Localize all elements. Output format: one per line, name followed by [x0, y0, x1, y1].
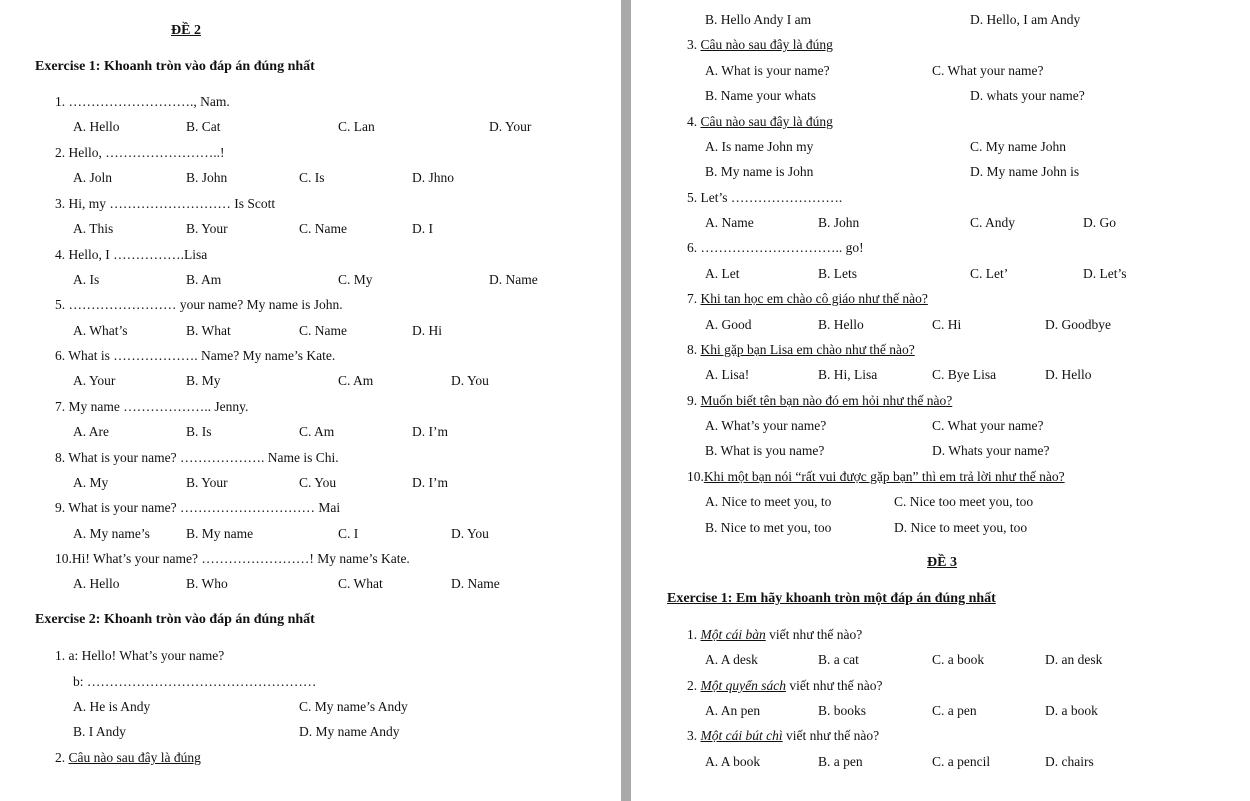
q3-option-d[interactable]: D. I [412, 221, 433, 236]
ex2-q8-number: 8. [687, 342, 698, 357]
q6-option-d[interactable]: D. You [451, 373, 489, 388]
ex2-question-10 [687, 469, 1065, 485]
ex2-q2-option-b[interactable]: B. Hello Andy I am [705, 12, 812, 27]
q10-option-a[interactable]: A. Hello [73, 576, 120, 591]
ex2-question-3 [687, 37, 833, 53]
de3-q1-term: Một cái bàn [700, 627, 766, 642]
ex2-q9-option-a[interactable]: A. What’s your name? [705, 418, 827, 433]
ex2-q7-text: Khi tan học em chào cô giáo như thế nào? [700, 291, 928, 306]
q6-option-a[interactable]: A. Your [73, 373, 116, 388]
ex2-q7-option-d[interactable]: D. Goodbye [1045, 317, 1111, 332]
de3-q3-option-b[interactable]: B. a pen [818, 754, 863, 769]
q5-option-d[interactable]: D. Hi [412, 323, 442, 338]
ex2-q6-option-d[interactable]: D. Let’s [1083, 266, 1127, 281]
left-page [0, 0, 621, 801]
ex2-q1-option-a[interactable]: A. He is Andy [73, 699, 151, 714]
de3-q2-option-b[interactable]: B. books [818, 703, 867, 718]
ex2-q8-text: Khi gặp bạn Lisa em chào như thế nào? [700, 342, 915, 357]
ex2-q1-option-c[interactable]: C. My name’s Andy [299, 699, 408, 714]
de3-q1-option-a[interactable]: A. A desk [705, 652, 758, 667]
ex2-question-8 [687, 342, 915, 358]
question-5: 5. …………………… your name? My name is John. [55, 297, 343, 312]
ex2-q3-option-c[interactable]: C. What your name? [932, 63, 1044, 78]
q2-option-a[interactable]: A. Joln [73, 170, 113, 185]
ex2-q7-option-b[interactable]: B. Hello [818, 317, 864, 332]
ex2-q10-option-c[interactable]: C. Nice too meet you, too [894, 494, 1034, 509]
q7-option-b[interactable]: B. Is [186, 424, 212, 439]
ex2-question-1-b: b: …………………………………………… [73, 674, 317, 689]
ex2-q4-number: 4. [687, 114, 698, 129]
de3-q1-rest: viết như thế nào? [765, 627, 863, 642]
ex2-q6-option-a[interactable]: A. Let [705, 266, 740, 281]
ex2-q5-option-d[interactable]: D. Go [1083, 215, 1116, 230]
q9-option-a[interactable]: A. My name’s [73, 526, 150, 541]
question-1: 1. ………………………., Nam. [55, 94, 230, 109]
exercise1-title: Exercise 1: Khoanh tròn vào đáp án đúng nhất [35, 59, 315, 74]
ex2-q5-option-c[interactable]: C. Andy [970, 215, 1016, 230]
ex2-q10-text: Khi một bạn nói “rất vui được gặp bạn” thì em trả lời như thế nào? [703, 469, 1065, 484]
de3-q2-number: 2. [687, 678, 698, 693]
ex2-question-7 [687, 291, 928, 307]
ex2-q9-option-b[interactable]: B. What is you name? [705, 443, 825, 458]
ex2-q2-text: Câu nào sau đây là đúng [68, 750, 201, 765]
ex2-question-6: 6. ………………………….. go! [687, 240, 864, 255]
ex2-q7-option-a[interactable]: A. Good [705, 317, 752, 332]
q7-option-d[interactable]: D. I’m [412, 424, 448, 439]
ex2-q8-option-d[interactable]: D. Hello [1045, 367, 1092, 382]
q4-option-c[interactable]: C. My [338, 272, 373, 287]
q4-option-b[interactable]: B. Am [186, 272, 222, 287]
q1-option-b[interactable]: B. Cat [186, 119, 221, 134]
q1-option-a[interactable]: A. Hello [73, 119, 120, 134]
question-7: 7. My name ……………….. Jenny. [55, 399, 249, 414]
de2-title: ĐỀ 2 [171, 23, 201, 38]
question-4: 4. Hello, I …………….Lisa [55, 247, 208, 262]
q3-option-c[interactable]: C. Name [299, 221, 347, 236]
q8-option-c[interactable]: C. You [299, 475, 337, 490]
q5-option-b[interactable]: B. What [186, 323, 231, 338]
q1-option-c[interactable]: C. Lan [338, 119, 375, 134]
de3-q3-option-a[interactable]: A. A book [705, 754, 761, 769]
ex2-question-4 [687, 114, 833, 130]
ex2-q10-option-b[interactable]: B. Nice to met you, too [705, 520, 832, 535]
de3-exercise1-title: Exercise 1: Em hãy khoanh tròn một đáp án đúng nhất [667, 591, 996, 606]
de3-q3-option-d[interactable]: D. chairs [1045, 754, 1094, 769]
ex2-q5-option-a[interactable]: A. Name [705, 215, 754, 230]
de3-q1-option-d[interactable]: D. an desk [1045, 652, 1103, 667]
q7-option-a[interactable]: A. Are [73, 424, 109, 439]
ex2-q9-text: Muốn biết tên bạn nào đó em hỏi như thế nào? [700, 393, 953, 408]
ex2-q3-option-d[interactable]: D. whats your name? [970, 88, 1085, 103]
q4-option-d[interactable]: D. Name [489, 272, 538, 287]
question-3: 3. Hi, my ……………………… Is Scott [55, 196, 276, 211]
q6-option-b[interactable]: B. My [186, 373, 221, 388]
ex2-q1-option-d[interactable]: D. My name Andy [299, 724, 400, 739]
de3-q2-option-d[interactable]: D. a book [1045, 703, 1098, 718]
ex2-q3-option-a[interactable]: A. What is your name? [705, 63, 830, 78]
q10-option-b[interactable]: B. Who [186, 576, 228, 591]
de3-q3-term: Một cái bút chì [700, 728, 783, 743]
de3-q2-rest: viết như thế nào? [785, 678, 883, 693]
de3-q1-option-c[interactable]: C. a book [932, 652, 985, 667]
q6-option-c[interactable]: C. Am [338, 373, 374, 388]
de3-q2-option-c[interactable]: C. a pen [932, 703, 977, 718]
ex2-q10-number: 10. [687, 469, 704, 484]
q5-option-a[interactable]: A. What’s [73, 323, 128, 338]
ex2-q9-number: 9. [687, 393, 698, 408]
q2-option-d[interactable]: D. Jhno [412, 170, 455, 185]
de3-q1-number: 1. [687, 627, 698, 642]
de3-q3-rest: viết như thế nào? [782, 728, 880, 743]
de3-question-1 [687, 627, 862, 643]
de3-question-2 [687, 678, 883, 694]
ex2-q7-number: 7. [687, 291, 698, 306]
ex2-q5-option-b[interactable]: B. John [818, 215, 860, 230]
ex2-question-2 [55, 750, 201, 766]
q9-option-d[interactable]: D. You [451, 526, 489, 541]
ex2-q3-option-b[interactable]: B. Name your whats [705, 88, 816, 103]
question-10: 10.Hi! What’s your name? ……………………! My name’s Kate. [55, 551, 410, 566]
ex2-q10-option-a[interactable]: A. Nice to meet you, to [705, 494, 832, 509]
ex2-q2-number: 2. [55, 750, 66, 765]
ex2-q9-option-c[interactable]: C. What your name? [932, 418, 1044, 433]
de3-q3-number: 3. [687, 728, 698, 743]
question-2: 2. Hello, ……………………..! [55, 145, 225, 160]
q10-option-c[interactable]: C. What [338, 576, 383, 591]
de3-question-3 [687, 728, 879, 744]
ex2-question-1-a: 1. a: Hello! What’s your name? [55, 648, 225, 663]
de3-q2-term: Một quyển sách [700, 678, 786, 693]
ex2-q2-option-d[interactable]: D. Hello, I am Andy [970, 12, 1081, 27]
q8-option-d[interactable]: D. I’m [412, 475, 448, 490]
page-gutter [621, 0, 631, 801]
de3-q2-option-a[interactable]: A. An pen [705, 703, 761, 718]
q5-option-c[interactable]: C. Name [299, 323, 347, 338]
ex2-q4-text: Câu nào sau đây là đúng [700, 114, 833, 129]
ex2-q1-option-b[interactable]: B. I Andy [73, 724, 126, 739]
ex2-question-9 [687, 393, 952, 409]
ex2-q4-option-c[interactable]: C. My name John [970, 139, 1066, 154]
q4-option-a[interactable]: A. Is [73, 272, 100, 287]
q1-option-d[interactable]: D. Your [489, 119, 532, 134]
ex2-q8-option-b[interactable]: B. Hi, Lisa [818, 367, 878, 382]
ex2-q7-option-c[interactable]: C. Hi [932, 317, 962, 332]
q9-option-b[interactable]: B. My name [186, 526, 254, 541]
de3-q3-option-c[interactable]: C. a pencil [932, 754, 991, 769]
ex2-q4-option-d[interactable]: D. My name John is [970, 164, 1080, 179]
question-9: 9. What is your name? ………………………… Mai [55, 500, 341, 515]
ex2-q6-option-c[interactable]: C. Let’ [970, 266, 1009, 281]
ex2-q4-option-a[interactable]: A. Is name John my [705, 139, 814, 154]
q2-option-c[interactable]: C. Is [299, 170, 325, 185]
de3-q1-option-b[interactable]: B. a cat [818, 652, 859, 667]
q7-option-c[interactable]: C. Am [299, 424, 335, 439]
ex2-q3-number: 3. [687, 37, 698, 52]
ex2-q8-option-a[interactable]: A. Lisa! [705, 367, 750, 382]
ex2-question-5: 5. Let’s ……………………. [687, 190, 843, 205]
q10-option-d[interactable]: D. Name [451, 576, 500, 591]
q8-option-b[interactable]: B. Your [186, 475, 228, 490]
q9-option-c[interactable]: C. I [338, 526, 359, 541]
q2-option-b[interactable]: B. John [186, 170, 228, 185]
exercise2-title: Exercise 2: Khoanh tròn vào đáp án đúng nhất [35, 612, 315, 627]
q3-option-b[interactable]: B. Your [186, 221, 228, 236]
ex2-q4-option-b[interactable]: B. My name is John [705, 164, 814, 179]
question-6: 6. What is ………………. Name? My name’s Kate. [55, 348, 336, 363]
ex2-q3-text: Câu nào sau đây là đúng [700, 37, 833, 52]
q8-option-a[interactable]: A. My [73, 475, 109, 490]
de3-title: ĐỀ 3 [927, 555, 957, 570]
ex2-q8-option-c[interactable]: C. Bye Lisa [932, 367, 997, 382]
ex2-q10-option-d[interactable]: D. Nice to meet you, too [894, 520, 1028, 535]
question-8: 8. What is your name? ………………. Name is Chi. [55, 450, 339, 465]
ex2-q6-option-b[interactable]: B. Lets [818, 266, 857, 281]
q3-option-a[interactable]: A. This [73, 221, 114, 236]
right-page [631, 0, 1250, 801]
ex2-q9-option-d[interactable]: D. Whats your name? [932, 443, 1050, 458]
